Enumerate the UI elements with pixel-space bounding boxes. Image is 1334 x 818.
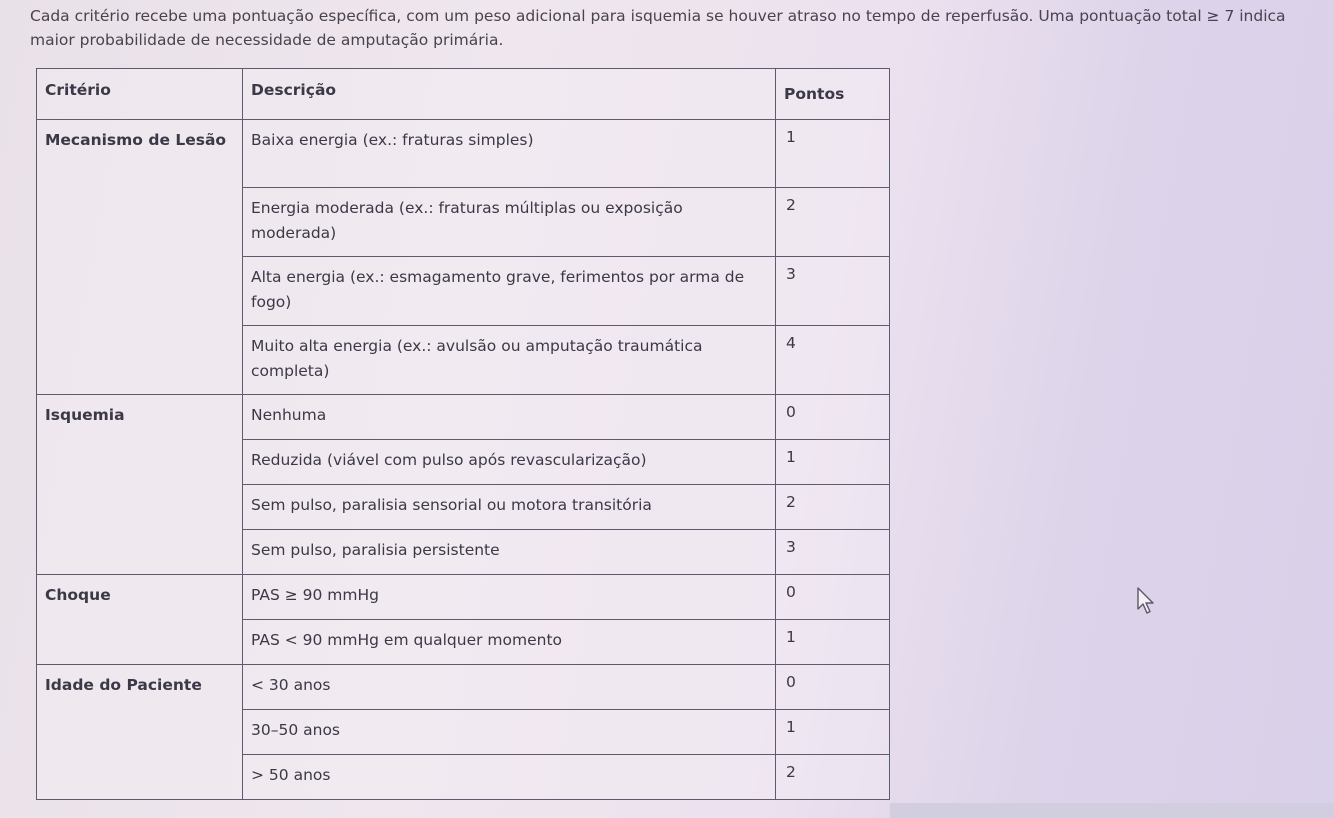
table-row [37, 120, 890, 188]
description-cell: PAS < 90 mmHg em qualquer momento [243, 620, 776, 665]
table-row [37, 575, 890, 620]
description-cell: Nenhuma [243, 395, 776, 440]
points-cell: 0 [776, 575, 890, 620]
criterion-cell: Choque [37, 575, 243, 665]
criterion-cell: Mecanismo de Lesão [37, 120, 243, 395]
header-description: Descrição [243, 69, 776, 120]
description-cell: Energia moderada (ex.: fraturas múltiplas ou exposição moderada) [243, 188, 776, 257]
table-row [37, 395, 890, 440]
points-cell: 1 [776, 440, 890, 485]
table-header-row [37, 69, 890, 120]
description-cell: Sem pulso, paralisia persistente [243, 530, 776, 575]
points-cell: 3 [776, 257, 890, 326]
description-cell: < 30 anos [243, 665, 776, 710]
header-points: Pontos [776, 69, 890, 120]
points-cell: 2 [776, 755, 890, 800]
header-criterion: Critério [37, 69, 243, 120]
intro-paragraph: Cada critério recebe uma pontuação específica, com um peso adicional para isquemia se houver atraso no tempo de reperfusão. Uma pontuação total ≥ 7 indica maior probabilidade de necessidade de amputação primária. [30, 7, 1286, 49]
criterion-cell: Isquemia [37, 395, 243, 575]
description-cell: Sem pulso, paralisia sensorial ou motora transitória [243, 485, 776, 530]
page-bottom-edge [890, 803, 1334, 818]
description-cell: 30–50 anos [243, 710, 776, 755]
points-cell: 2 [776, 485, 890, 530]
description-cell: Alta energia (ex.: esmagamento grave, ferimentos por arma de fogo) [243, 257, 776, 326]
points-cell: 2 [776, 188, 890, 257]
scoring-table [36, 68, 890, 800]
description-cell: Baixa energia (ex.: fraturas simples) [243, 120, 776, 188]
points-cell: 1 [776, 620, 890, 665]
description-cell: Muito alta energia (ex.: avulsão ou amputação traumática completa) [243, 326, 776, 395]
points-cell: 1 [776, 710, 890, 755]
points-cell: 4 [776, 326, 890, 395]
points-cell: 3 [776, 530, 890, 575]
criterion-cell: Idade do Paciente [37, 665, 243, 800]
table-row [37, 665, 890, 710]
points-cell: 0 [776, 665, 890, 710]
mouse-cursor-icon [1136, 587, 1158, 615]
description-cell: PAS ≥ 90 mmHg [243, 575, 776, 620]
points-cell: 1 [776, 120, 890, 188]
description-cell: > 50 anos [243, 755, 776, 800]
points-cell: 0 [776, 395, 890, 440]
description-cell: Reduzida (viável com pulso após revascularização) [243, 440, 776, 485]
